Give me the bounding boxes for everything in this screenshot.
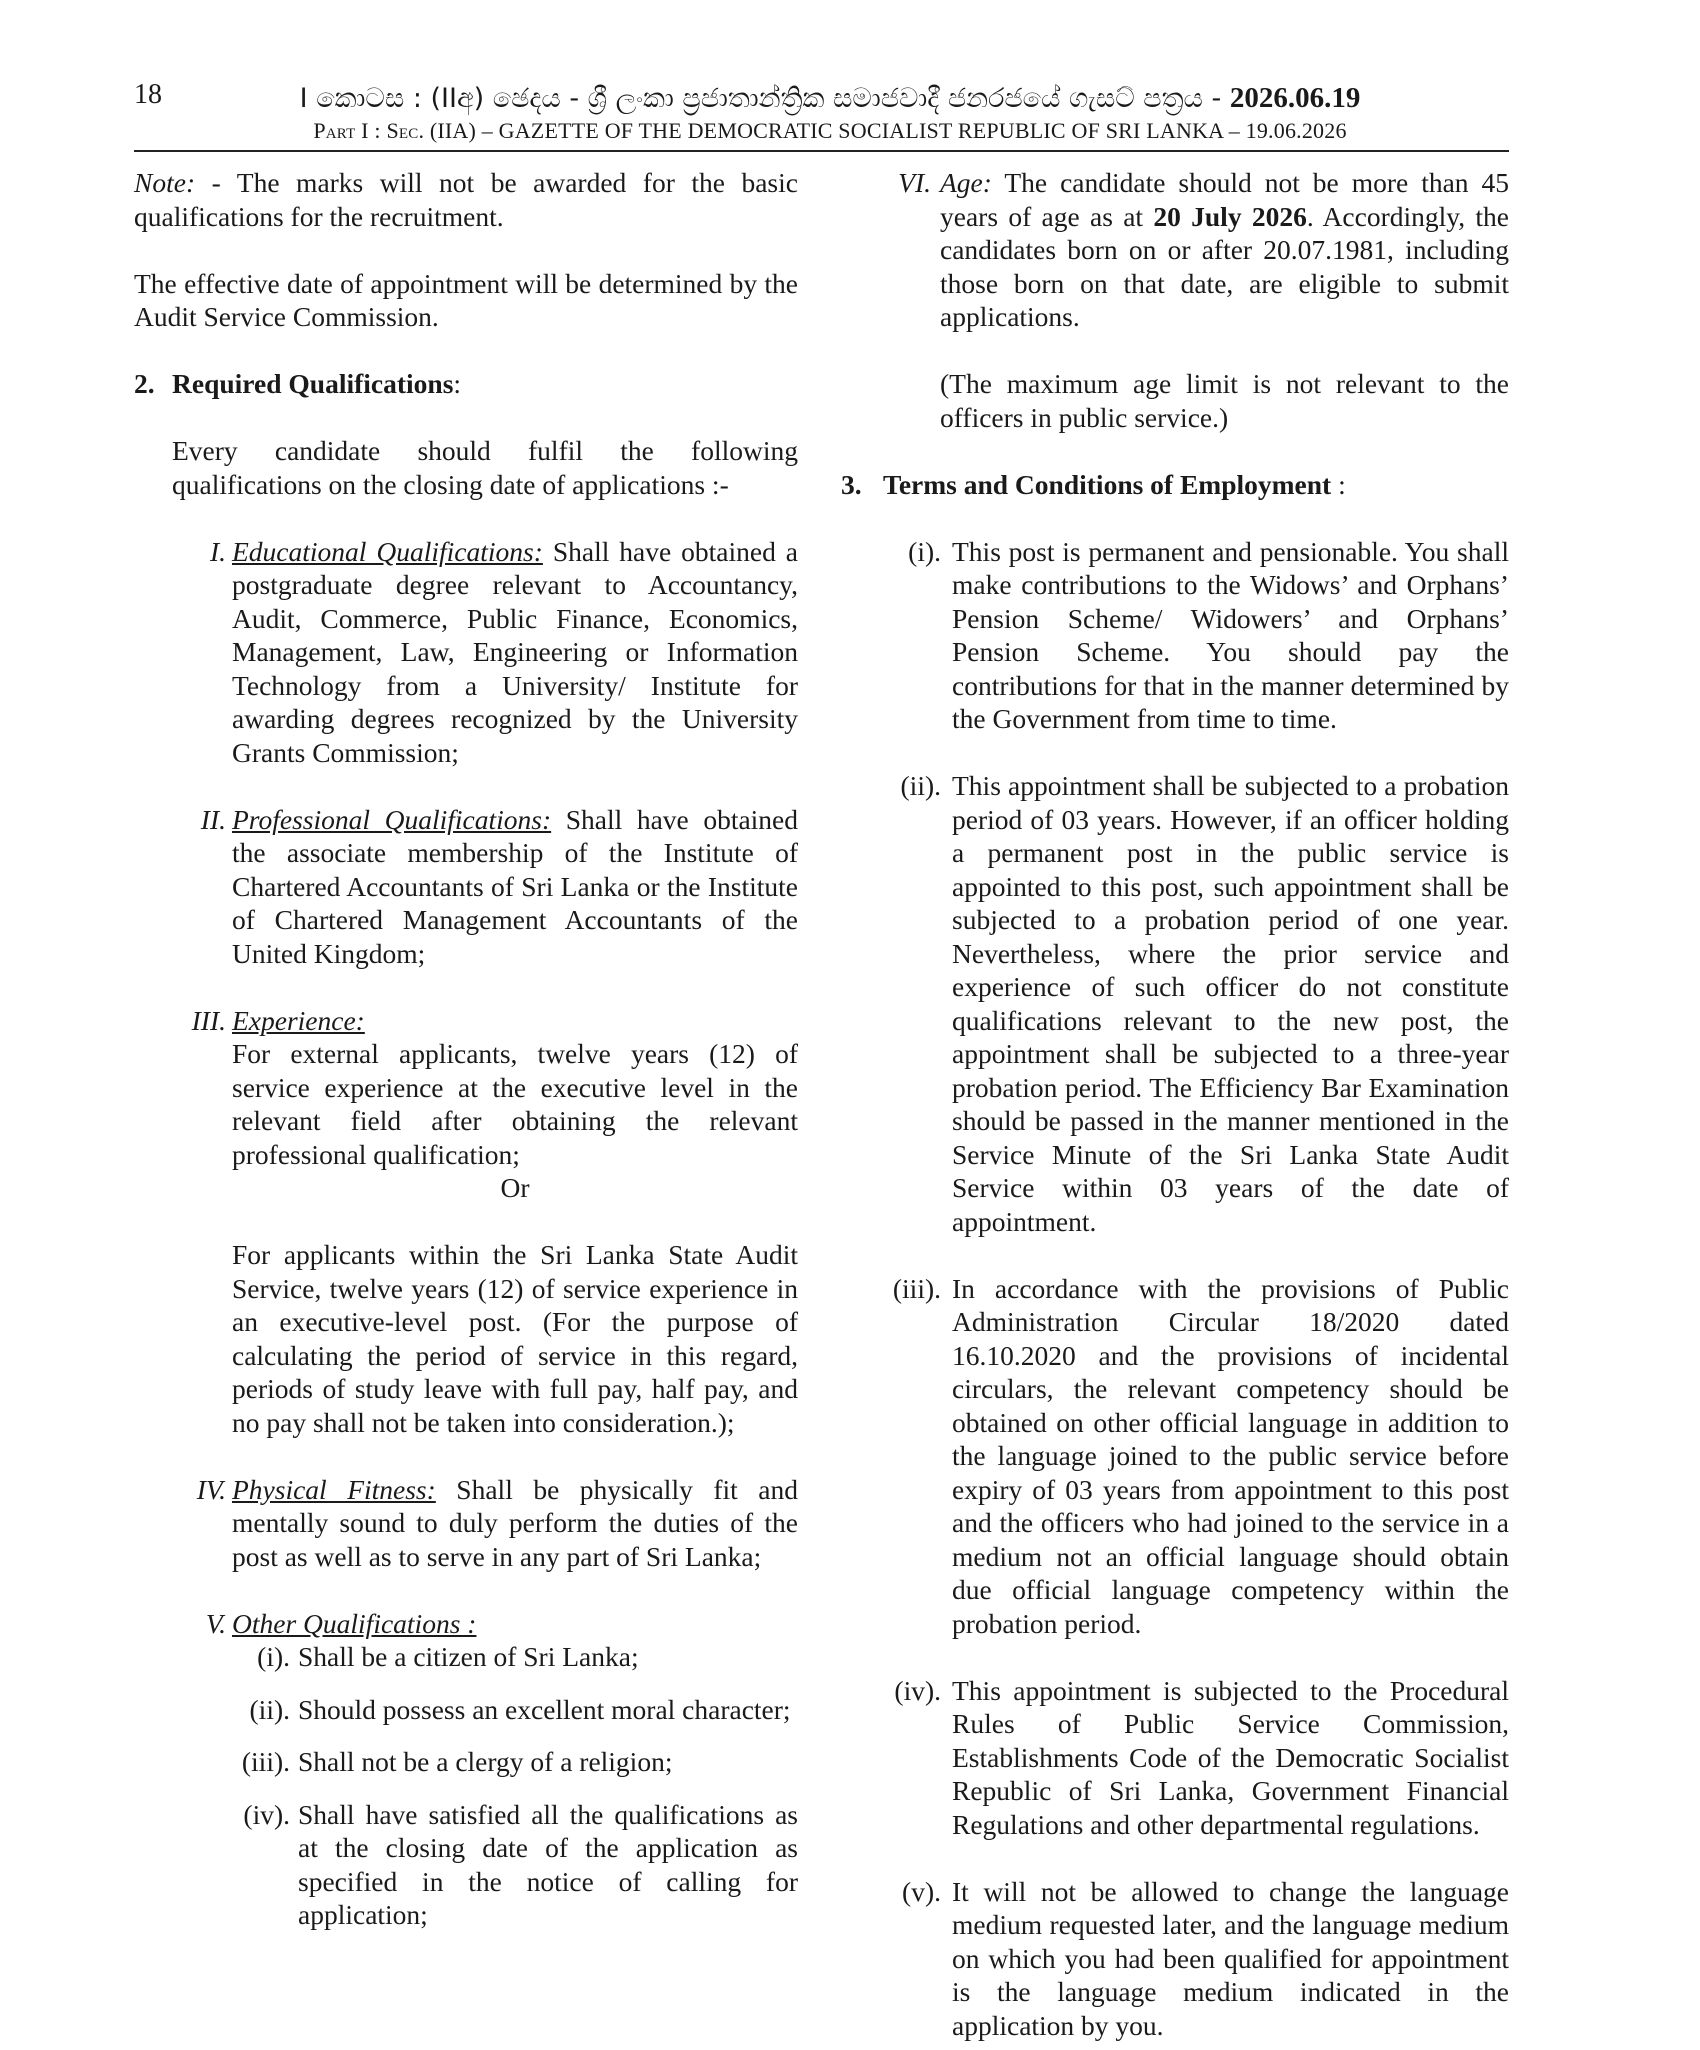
sub-label: (iii). bbox=[241, 1746, 290, 1777]
header-title-sinhala bbox=[280, 82, 1380, 115]
term-label: (v). bbox=[902, 1875, 941, 1907]
sub-label: (ii). bbox=[249, 1693, 290, 1725]
section-title: Terms and Conditions of Employment bbox=[883, 468, 1332, 500]
other-qualification-item bbox=[134, 1693, 798, 1727]
term-item bbox=[841, 769, 1509, 1238]
item-label: III. bbox=[191, 1004, 226, 1036]
term-label: (iii). bbox=[892, 1272, 941, 1304]
experience-external: For external applicants, twelve years (12) of service experience at the executive level in the relevant field after obtaining the relevant professional qualification; bbox=[232, 1038, 798, 1170]
other-qualification-item bbox=[134, 1798, 798, 1932]
item-text: Shall have obtained a postgraduate degree relevant to Accountancy, Audit, Commerce, Public Finance, Economics, Management, Law, Engineering or Information Technology from a University/ Institute for awarding degrees recognized by the University Grants Commission; bbox=[232, 535, 798, 768]
left-column bbox=[134, 166, 798, 1932]
section-number: 2. bbox=[134, 368, 155, 399]
section-number: 3. bbox=[841, 468, 862, 500]
term-text: This appointment shall be subjected to a probation period of 03 years. However, if an officer holding a permanent post in the public service is appointed to this post, such appointment shall be subjected to a probation period of one year. Nevertheless, where the prior service and experience of such officer do not constitute qualifications relevant to the new post, the appointment shall be subjected to a three-year probation period. The Efficiency Bar Examination should be passed in the manner mentioned in the Service Minute of the Sri Lanka State Audit Service within 03 years of the date of appointment. bbox=[952, 770, 1509, 1237]
header-title-english-text: (IIA) – GAZETTE OF THE DEMOCRATIC SOCIALIST REPUBLIC OF SRI LANKA – 19.06.2026 bbox=[429, 118, 1347, 143]
qualification-item-educational bbox=[134, 535, 798, 770]
term-item bbox=[841, 1674, 1509, 1842]
item-label: IV. bbox=[196, 1473, 226, 1505]
note-text: - The marks will not be awarded for the basic qualifications for the recruitment. bbox=[134, 167, 798, 232]
note-paragraph bbox=[134, 166, 798, 233]
item-heading: Age: bbox=[940, 167, 992, 198]
sub-text: Shall be a citizen of Sri Lanka; bbox=[298, 1641, 639, 1672]
item-label: I. bbox=[209, 535, 226, 567]
item-heading: Physical Fitness: bbox=[232, 1473, 436, 1505]
header-sec-label: Sec. bbox=[386, 118, 425, 143]
term-label: (ii). bbox=[900, 770, 941, 801]
header-title-sinhala-text: I කොටස : (IIඅ) ඡෙදය - ශ්‍රී ලංකා ප්‍රජාතාන්ත්‍රික සමාජවාදී ජනරජයේ ගැසට් පත්‍රය - bbox=[299, 83, 1222, 114]
item-label: II. bbox=[200, 803, 226, 835]
section-title: Required Qualifications bbox=[172, 368, 454, 399]
header-divider bbox=[134, 150, 1509, 152]
section-3-heading: 3. Terms and Conditions of Employment : bbox=[841, 468, 1346, 500]
term-text: This post is permanent and pensionable. You shall make contributions to the Widows’ and Orphans’ Pension Scheme/ Widowers’ and Orphans’ Pension Scheme. You should pay the contributions for that in the manner determined by the Government from time to time. bbox=[952, 535, 1509, 734]
term-label: (i). bbox=[908, 535, 941, 567]
effective-date-paragraph: The effective date of appointment will be determined by the Audit Service Commission. bbox=[134, 267, 798, 332]
right-column bbox=[841, 166, 1509, 2042]
term-item bbox=[841, 1875, 1509, 2043]
term-label: (iv). bbox=[894, 1674, 941, 1706]
experience-internal: For applicants within the Sri Lanka State Audit Service, twelve years (12) of service experience in an executive-level post. (For the purpose of calculating the period of service in this regard, periods of study leave with full pay, half pay, and no pay shall not be taken into consideration.); bbox=[232, 1239, 798, 1438]
sub-text: Shall not be a clergy of a religion; bbox=[298, 1746, 673, 1777]
item-text: Shall have obtained the associate membership of the Institute of Chartered Accountants of Sri Lanka or the Institute of Chartered Management Accountants of the United Kingdom; bbox=[232, 803, 799, 969]
sub-text: Shall have satisfied all the qualifications as at the closing date of the application as specified in the notice of calling for application; bbox=[298, 1798, 798, 1930]
page-header bbox=[0, 0, 1700, 160]
item-label: VI. bbox=[898, 167, 931, 198]
qualification-item-professional bbox=[134, 803, 798, 971]
term-item bbox=[841, 1272, 1509, 1641]
sub-label: (iv). bbox=[243, 1798, 290, 1830]
experience-or: Or bbox=[500, 1172, 530, 1203]
item-heading: Other Qualifications : bbox=[232, 1607, 477, 1639]
header-part-label: Part I bbox=[313, 118, 369, 143]
note-label: Note: bbox=[134, 167, 196, 198]
header-date-sinhala: 2026.06.19 bbox=[1229, 82, 1361, 114]
age-note: (The maximum age limit is not relevant to the officers in public service.) bbox=[940, 368, 1509, 433]
qualification-item-physical bbox=[134, 1473, 798, 1574]
item-heading: Educational Qualifications: bbox=[232, 535, 543, 567]
other-qualification-item bbox=[134, 1640, 798, 1674]
section-2-heading: 2. Required Qualifications: bbox=[134, 368, 462, 399]
qualification-item-age: VI. Age: The candidate should not be more than 45 years of age as at 20 July 2026. Accordingly, the candidates born on or after 20.07.1981, including those born on that date, are eligible to submit applications. bbox=[841, 166, 1509, 334]
item-heading: Experience: bbox=[232, 1004, 365, 1036]
page-number: 18 bbox=[134, 79, 162, 110]
term-text: It will not be allowed to change the language medium requested later, and the language medium on which you had been qualified for appointment is the language medium indicated in the application by you. bbox=[952, 1875, 1509, 2041]
header-title-english: Part I : Sec. (IIA) – GAZETTE OF THE DEMOCRATIC SOCIALIST REPUBLIC OF SRI LANKA – 19.06.2026 bbox=[313, 118, 1347, 143]
term-text: In accordance with the provisions of Public Administration Circular 18/2020 dated 16.10.2020 and the provisions of incidental circulars, the relevant competency should be obtained on other official language in addition to the language joined to the public service before expiry of 03 years from appointment to this post and the officers who had joined to the service in a medium not an official language should obtain due official language competency within the probation period. bbox=[952, 1272, 1509, 1639]
qualification-item-other bbox=[134, 1607, 798, 1641]
sub-label: (i). bbox=[257, 1641, 290, 1672]
term-item bbox=[841, 535, 1509, 736]
term-text: This appointment is subjected to the Procedural Rules of Public Service Commission, Establishments Code of the Democratic Socialist Republic of Sri Lanka, Government Financial Regulations and other departmental regulations. bbox=[952, 1674, 1509, 1840]
age-date: 20 July 2026 bbox=[1153, 200, 1307, 232]
item-heading: Professional Qualifications: bbox=[232, 803, 552, 835]
item-text: Shall be physically fit and mentally sound to duly perform the duties of the post as well as to serve in any part of Sri Lanka; bbox=[232, 1473, 798, 1572]
sub-text: Should possess an excellent moral character; bbox=[298, 1693, 791, 1725]
item-label: V. bbox=[205, 1607, 226, 1639]
other-qualification-item bbox=[134, 1745, 798, 1779]
qualification-item-experience bbox=[134, 1004, 798, 1440]
qualifications-intro: Every candidate should fulfil the following qualifications on the closing date of applications :- bbox=[172, 435, 798, 500]
